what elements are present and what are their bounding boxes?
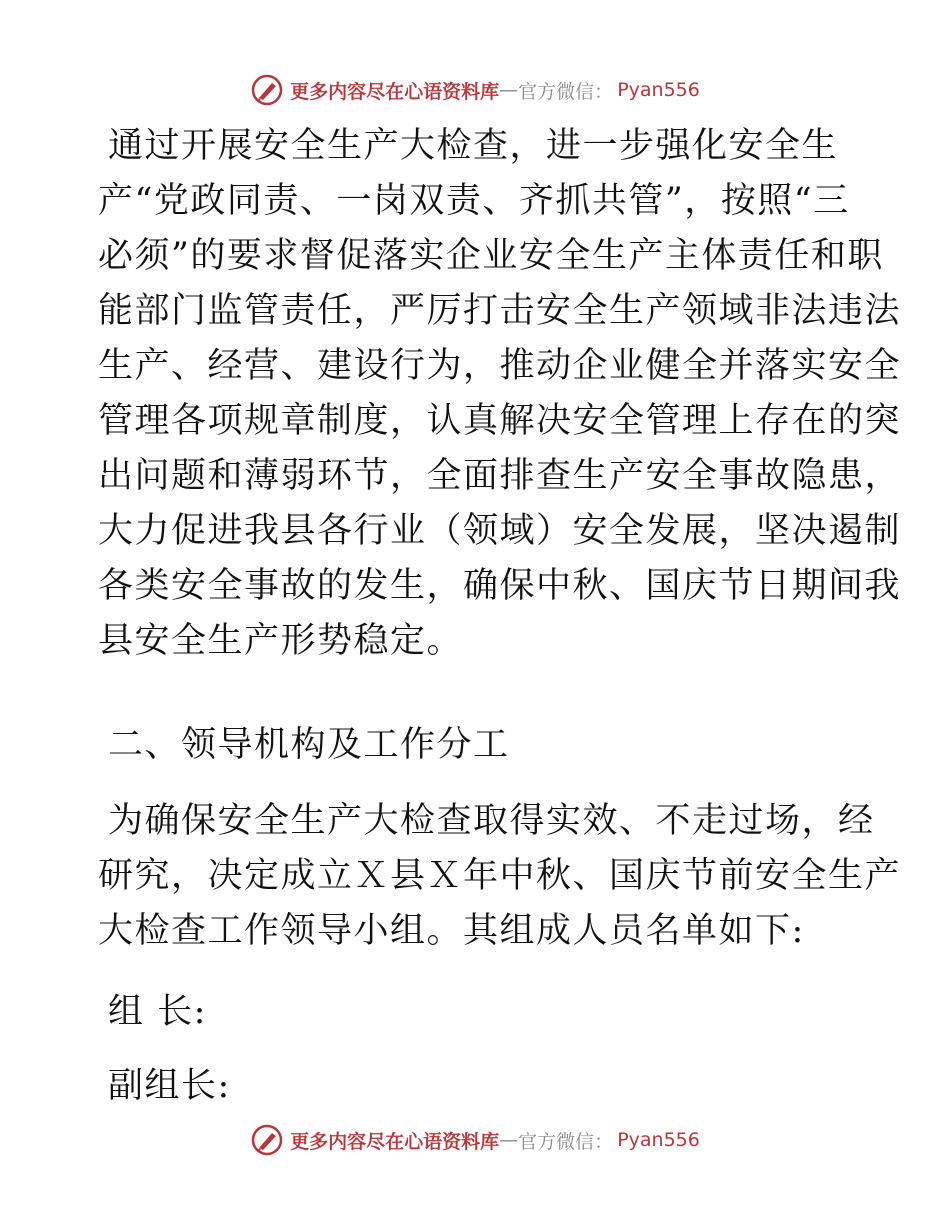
watermark-footer [0,1120,950,1160]
text-line: 出问题和薄弱环节，全面排查生产安全事故隐患， [98,456,902,496]
text-line: 生产、经营、建设行为，推动企业健全并落实安全 [98,346,902,386]
pen-logo-icon [250,1123,284,1157]
text-line: 各类安全事故的发生，确保中秋、国庆节日期间我 [98,566,902,606]
text-line: 管理各项规章制度，认真解决安全管理上存在的突 [98,401,902,441]
heading-text: 二、领导机构及工作分工 [108,725,510,765]
watermark-wechat-label: 官方微信： [518,80,614,103]
text-line: 大力促进我县各行业（领域）安全发展，坚决遏制 [98,511,902,551]
text-line: 研究，决定成立Ｘ县Ｘ年中秋、国庆节前安全生产 [98,856,902,896]
deputy-label: 副组长: [108,1066,231,1106]
watermark-dash: — [499,1129,519,1151]
watermark-main-text: 更多内容尽在心语资料库 [290,80,500,103]
watermark-main-text: 更多内容尽在心语资料库 [290,1130,500,1153]
section-heading [98,718,868,773]
paragraph-leadership [98,794,902,959]
text-line: 通过开展安全生产大检查，进一步强化安全生 [108,126,839,166]
text-line: 能部门监管责任，严厉打击安全生产领域非法违法 [98,291,902,331]
text-line: 必须”的要求督促落实企业安全生产主体责任和职 [98,236,884,276]
pen-logo-icon [250,73,284,107]
leader-label: 组 长: [108,992,207,1032]
paragraph-purpose [98,119,902,669]
watermark-dash: — [499,79,519,101]
watermark-wechat-id: Pyan556 [617,1129,700,1151]
watermark-wechat-id: Pyan556 [617,79,700,101]
text-line: 县安全生产形势稳定。 [98,621,464,661]
deputy-field [98,1059,868,1114]
watermark-header [0,70,950,110]
text-line: 产“党政同责、一岗双责、齐抓共管”，按照“三 [98,181,850,221]
leader-field [98,985,868,1040]
watermark-wechat-label: 官方微信： [518,1130,614,1153]
text-line: 大检查工作领导小组。其组成人员名单如下: [98,911,805,951]
text-line: 为确保安全生产大检查取得实效、不走过场，经 [108,801,875,841]
